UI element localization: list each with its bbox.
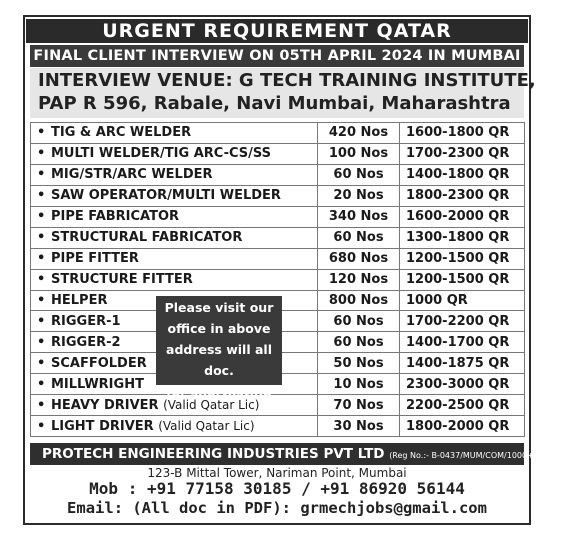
position-salary: 1400-1800 QR: [400, 164, 525, 185]
position-salary: 1000 QR: [400, 290, 525, 311]
position-salary: 1300-1800 QR: [400, 227, 525, 248]
position-note: (Valid Qatar Lic): [163, 397, 260, 412]
position-count: 20 Nos: [318, 185, 400, 206]
bullet-icon: •: [37, 418, 46, 434]
position-salary: 1800-2300 QR: [400, 185, 525, 206]
position-count: 120 Nos: [318, 269, 400, 290]
position-title: PIPE FABRICATOR: [51, 209, 180, 225]
company-address: 123-B Mittal Tower, Nariman Point, Mumbai: [147, 466, 407, 480]
position-cell: [31, 206, 318, 227]
venue-box: [30, 68, 536, 118]
position-count: 10 Nos: [318, 374, 400, 395]
bullet-icon: •: [37, 292, 46, 308]
position-salary: 1400-1700 QR: [400, 332, 525, 353]
position-salary: 1700-2200 QR: [400, 311, 525, 332]
bullet-icon: •: [37, 334, 46, 350]
bullet-icon: •: [37, 355, 46, 371]
position-row: [31, 227, 525, 248]
notice-line: for shortlisting: [166, 384, 272, 399]
bullet-icon: •: [37, 251, 46, 267]
position-title: HEAVY DRIVER: [51, 397, 159, 413]
interview-date-banner: FINAL CLIENT INTERVIEW ON 05TH APRIL 2024 IN MUMBAI: [30, 45, 524, 67]
bullet-icon: •: [37, 188, 46, 204]
bullet-icon: •: [37, 125, 46, 141]
company-bar: [30, 443, 578, 465]
position-title: SAW OPERATOR/MULTI WELDER: [51, 188, 281, 204]
position-salary: 1400-1875 QR: [400, 353, 525, 374]
position-count: 60 Nos: [318, 164, 400, 185]
position-row: [31, 185, 525, 206]
shortlisting-notice: [156, 296, 282, 399]
position-count: 800 Nos: [318, 290, 400, 311]
ad-title: URGENT REQUIREMENT QATAR: [26, 19, 528, 43]
bullet-icon: •: [37, 397, 46, 413]
position-row: [31, 416, 525, 437]
position-title: PIPE FITTER: [51, 251, 139, 267]
position-title: HELPER: [51, 292, 108, 308]
venue-line-1: INTERVIEW VENUE: G TECH TRAINING INSTITUTE,: [38, 70, 536, 91]
position-title: MULTI WELDER/TIG ARC-CS/SS: [51, 146, 272, 162]
company-name: PROTECH ENGINEERING INDUSTRIES PVT LTD: [42, 446, 385, 462]
position-salary: 1600-1800 QR: [400, 123, 525, 144]
position-title: TIG & ARC WELDER: [51, 125, 192, 141]
position-title: SCAFFOLDER: [51, 355, 147, 371]
position-title: MIG/STR/ARC WELDER: [51, 167, 213, 183]
position-count: 340 Nos: [318, 206, 400, 227]
position-count: 100 Nos: [318, 143, 400, 164]
position-cell: [31, 123, 318, 144]
position-title: MILLWRIGHT: [51, 376, 144, 392]
notice-line: office in above: [167, 321, 271, 336]
position-count: 60 Nos: [318, 332, 400, 353]
contact-email: Email: (All doc in PDF): grmechjobs@gmail.com: [67, 499, 487, 517]
position-count: 60 Nos: [318, 311, 400, 332]
position-row: [31, 206, 525, 227]
position-cell: [31, 143, 318, 164]
position-row: [31, 164, 525, 185]
position-cell: [31, 248, 318, 269]
position-count: 680 Nos: [318, 248, 400, 269]
position-cell: [31, 227, 318, 248]
position-cell: [31, 269, 318, 290]
position-count: 420 Nos: [318, 123, 400, 144]
position-salary: 2200-2500 QR: [400, 395, 525, 416]
position-salary: 2300-3000 QR: [400, 374, 525, 395]
position-title: STRUCTURE FITTER: [51, 272, 193, 288]
mobile-numbers: Mob : +91 77158 30185 / +91 86920 56144: [89, 479, 465, 498]
position-row: [31, 269, 525, 290]
position-count: 30 Nos: [318, 416, 400, 437]
position-salary: 1800-2000 QR: [400, 416, 525, 437]
position-title: STRUCTURAL FABRICATOR: [51, 230, 243, 246]
company-registration: (Reg No.:- B-0437/MUM/COM/1000+5/42/1984): [389, 451, 578, 460]
position-count: 70 Nos: [318, 395, 400, 416]
position-title: RIGGER-2: [51, 334, 121, 350]
position-note: (Valid Qatar Lic): [158, 418, 255, 433]
venue-line-2: PAP R 596, Rabale, Navi Mumbai, Maharashtra: [38, 93, 511, 114]
position-salary: 1200-1500 QR: [400, 269, 525, 290]
bullet-icon: •: [37, 313, 46, 329]
bullet-icon: •: [37, 167, 46, 183]
position-row: [31, 248, 525, 269]
notice-line: Please visit our: [164, 300, 274, 315]
position-cell: [31, 185, 318, 206]
position-salary: 1200-1500 QR: [400, 248, 525, 269]
bullet-icon: •: [37, 376, 46, 392]
position-cell: [31, 164, 318, 185]
position-count: 50 Nos: [318, 353, 400, 374]
position-row: [31, 143, 525, 164]
position-salary: 1700-2300 QR: [400, 143, 525, 164]
bullet-icon: •: [37, 230, 46, 246]
bullet-icon: •: [37, 146, 46, 162]
position-salary: 1600-2000 QR: [400, 206, 525, 227]
notice-line: address will all doc.: [166, 342, 272, 378]
position-row: [31, 123, 525, 144]
position-title: RIGGER-1: [51, 313, 121, 329]
bullet-icon: •: [37, 272, 46, 288]
bullet-icon: •: [37, 209, 46, 225]
position-count: 60 Nos: [318, 227, 400, 248]
position-title: LIGHT DRIVER: [51, 418, 154, 434]
position-cell: [31, 416, 318, 437]
